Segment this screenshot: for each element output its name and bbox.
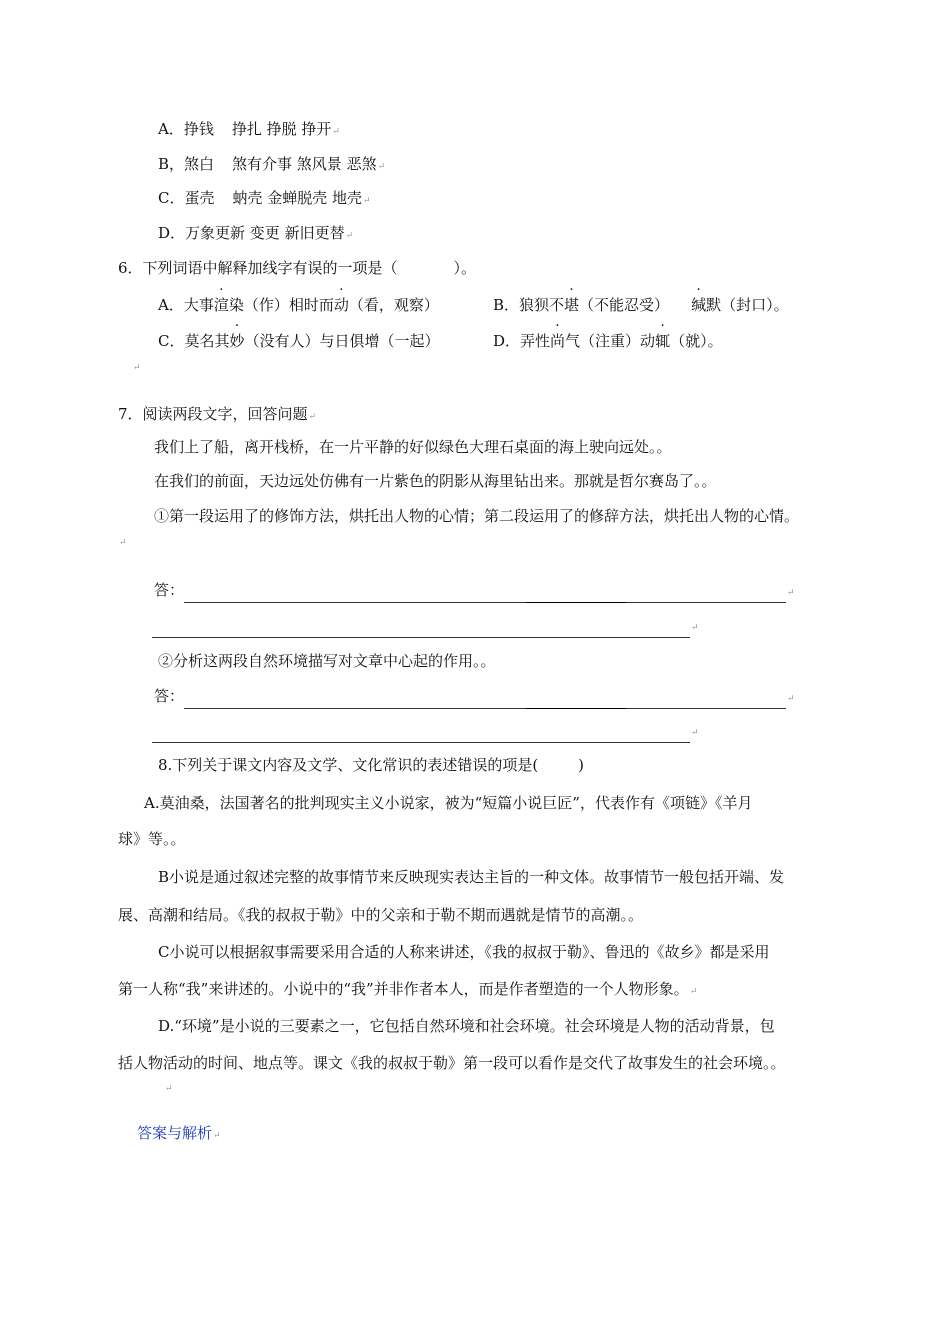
q6-option-a: A．大事渲染（作）相时而动（看，观察） bbox=[158, 296, 439, 314]
dotted-char: 妙 bbox=[229, 332, 245, 350]
q6-option-d: D．弄性尚气（注重）动辄（就）。 bbox=[493, 332, 723, 350]
q6-option-b: B．狼狈不堪（不能忍受） 缄默（封口）。 bbox=[493, 296, 789, 314]
q7-answer-line-4[interactable]: ↵ bbox=[152, 720, 699, 743]
q8-option-a-line-2: 球》等。。 bbox=[118, 830, 186, 848]
q5-option-b: B，煞白 煞有介事 煞风景 恶煞↵ bbox=[158, 155, 386, 173]
paragraph-mark: ↵ bbox=[363, 196, 371, 206]
paragraph-mark: ↵ bbox=[332, 127, 340, 137]
paragraph-mark: ↵ bbox=[377, 162, 386, 172]
answers-and-analysis-link[interactable]: 答案与解析↵ bbox=[137, 1124, 221, 1142]
dotted-char: 动 bbox=[333, 296, 349, 314]
dotted-char: 尚 bbox=[550, 332, 566, 350]
q8-option-c-line-1: C小说可以根据叙事需要采用合适的人称来讲述，《我的叔叔于勒》、鲁迅的《故乡》都是采用 bbox=[158, 943, 770, 961]
q7-sub-question-1: ①第一段运用了的修饰方法，烘托出人物的心情；第二段运用了的修辞方法，烘托出人物的心情。 bbox=[154, 507, 800, 525]
q5-option-d: D．万象更新 变更 新旧更替↵ bbox=[158, 224, 354, 242]
dotted-char: 渲 bbox=[213, 296, 229, 314]
q5-option-a: A．挣钱 挣扎 挣脱 挣开↵ bbox=[158, 120, 340, 138]
empty-paragraph-mark: ↵ bbox=[165, 1084, 173, 1094]
dotted-char: 缄 bbox=[691, 296, 707, 314]
q8-option-d-line-1: D.“环境”是小说的三要素之一，它包括自然环境和社会环境。社会环境是人物的活动背景，包 bbox=[158, 1017, 775, 1035]
q7-passage-2: 在我们的前面，天边远处仿佛有一片紫色的阴影从海里钻出来。那就是哲尔赛岛了。。 bbox=[154, 472, 717, 490]
q8-stem: 8.下列关于课文内容及文学、文化常识的表述错误的项是( ) bbox=[158, 756, 585, 774]
q7-answer-line-3[interactable]: 答： ↵ bbox=[154, 686, 795, 709]
q8-option-b-line-2: 展、高潮和结局。《我的叔叔于勒》中的父亲和于勒不期而遇就是情节的高潮。。 bbox=[118, 906, 644, 924]
empty-paragraph-mark: ↵ bbox=[119, 538, 127, 548]
q5-option-c: C．蛋壳 蚋壳 金蝉脱壳 地壳↵ bbox=[158, 189, 371, 207]
q8-option-d-line-2: 括人物活动的时间、地点等。课文《我的叔叔于勒》第一段可以看作是交代了故事发生的社会环境。。 bbox=[118, 1054, 786, 1072]
q6-option-c: C．莫名其妙（没有人）与日俱增（一起） bbox=[158, 332, 440, 350]
q7-passage-1: 我们上了船，离开栈桥，在一片平静的好似绿色大理石桌面的海上驶向远处。。 bbox=[154, 438, 672, 456]
q8-option-c-line-2: 第一人称“我”来讲述的。小说中的“我”并非作者本人，而是作者塑造的一个人物形象。↵ bbox=[118, 980, 698, 998]
dotted-char: 堪 bbox=[564, 296, 580, 314]
q7-sub-question-2: ②分析这两段自然环境描写对文章中心起的作用。。 bbox=[158, 652, 496, 670]
q7-stem: 7．阅读两段文字，回答问题↵ bbox=[118, 405, 317, 423]
paragraph-mark: ↵ bbox=[345, 231, 354, 241]
q8-option-a-line-1: A.莫油桑，法国著名的批判现实主义小说家，被为“短篇小说巨匠”，代表作有《项链》《羊月 bbox=[144, 794, 753, 812]
empty-paragraph-mark: ↵ bbox=[133, 363, 141, 373]
q7-answer-line-1[interactable]: 答： ↵ bbox=[154, 580, 795, 603]
q7-answer-line-2[interactable]: ↵ bbox=[152, 615, 699, 638]
dotted-char: 辄 bbox=[655, 332, 671, 350]
q8-option-b-line-1: B小说是通过叙述完整的故事情节来反映现实表达主旨的一种文体。故事情节一般包括开端、发 bbox=[158, 868, 785, 886]
q6-stem: 6．下列词语中解释加线字有误的一项是（ ）。 bbox=[118, 259, 477, 277]
